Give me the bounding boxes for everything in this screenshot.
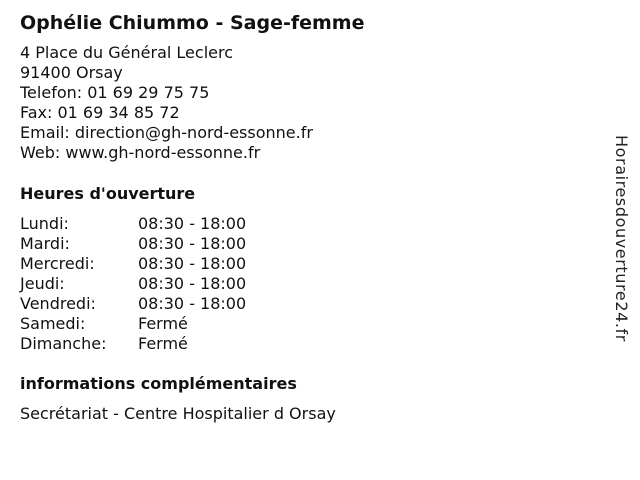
street-address: 4 Place du Général Leclerc xyxy=(20,43,233,62)
email-address: Email: direction@gh-nord-essonne.fr xyxy=(20,123,313,142)
site-watermark xyxy=(611,135,631,371)
opening-hours-heading: Heures d'ouverture xyxy=(20,184,196,203)
contact-block xyxy=(20,43,313,163)
hours-day: Jeudi: xyxy=(20,274,65,293)
hours-time: 08:30 - 18:00 xyxy=(138,254,247,273)
hours-time: 08:30 - 18:00 xyxy=(138,214,247,233)
phone-number: Telefon: 01 69 29 75 75 xyxy=(20,83,210,102)
hours-day: Samedi: xyxy=(20,314,86,333)
watermark-text: Horairesdouverture24.fr xyxy=(612,135,631,342)
hours-time: 08:30 - 18:00 xyxy=(138,294,247,313)
hours-time: 08:30 - 18:00 xyxy=(138,234,247,253)
page-title: Ophélie Chiummo - Sage-femme xyxy=(20,12,365,34)
hours-day: Lundi: xyxy=(20,214,69,233)
hours-day: Mardi: xyxy=(20,234,70,253)
hours-time: 08:30 - 18:00 xyxy=(138,274,247,293)
additional-info-text: Secrétariat - Centre Hospitalier d Orsay xyxy=(20,404,336,423)
additional-info-heading: informations complémentaires xyxy=(20,374,297,393)
city-postal: 91400 Orsay xyxy=(20,63,123,82)
hours-time: Fermé xyxy=(138,334,188,353)
hours-day: Vendredi: xyxy=(20,294,96,313)
website: Web: www.gh-nord-essonne.fr xyxy=(20,143,261,162)
hours-time: Fermé xyxy=(138,314,188,333)
hours-day: Dimanche: xyxy=(20,334,107,353)
fax-number: Fax: 01 69 34 85 72 xyxy=(20,103,180,122)
hours-day: Mercredi: xyxy=(20,254,95,273)
